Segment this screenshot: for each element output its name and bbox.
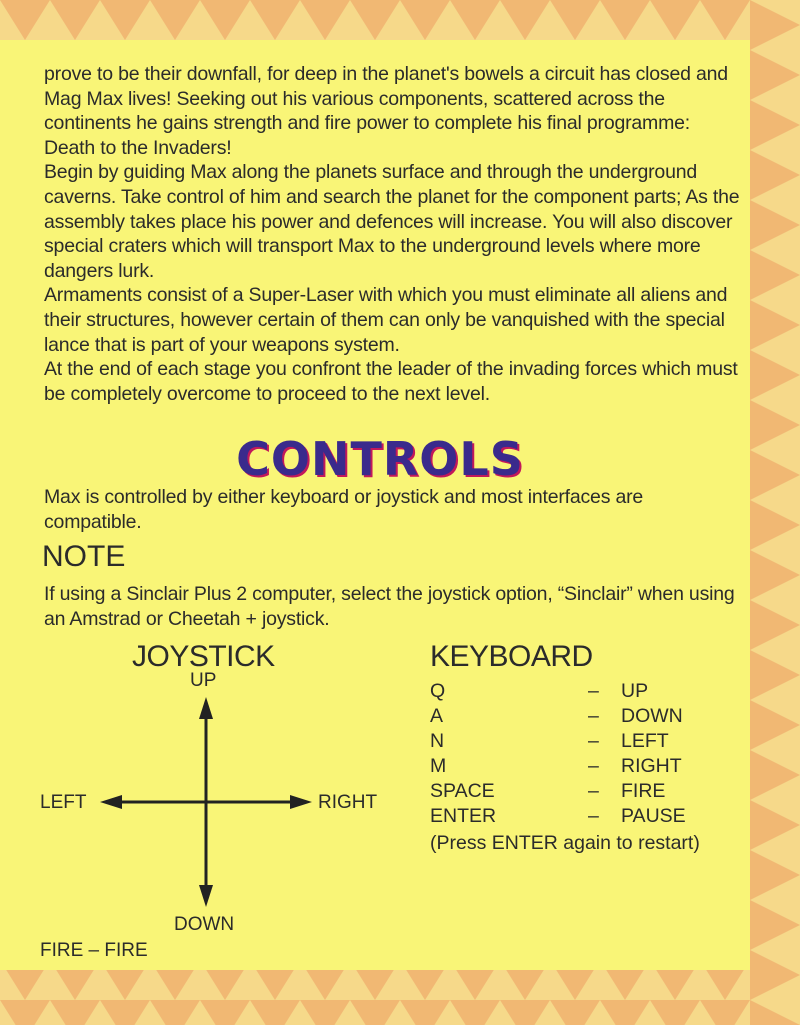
story-paragraph-4: At the end of each stage you confront the leader of the invading forces which must be completely overcome to proceed to the next level. xyxy=(44,358,738,405)
joystick-left-label: LEFT xyxy=(40,792,87,813)
controls-text: Max is controlled by either keyboard or joystick and most interfaces are compatible. xyxy=(44,486,644,533)
key-action: RIGHT xyxy=(621,755,682,777)
note-text: If using a Sinclair Plus 2 computer, select the joystick option, “Sinclair” when using an Amstrad or Cheetah + joystick. xyxy=(44,583,735,630)
keyboard-row xyxy=(430,780,760,805)
key-name: Q xyxy=(430,680,446,702)
key-action: LEFT xyxy=(621,730,669,752)
joystick-down-label: DOWN xyxy=(174,914,235,935)
keyboard-row xyxy=(430,805,760,830)
arrow-right-icon xyxy=(290,795,312,809)
key-name: SPACE xyxy=(430,780,495,802)
arrow-up-icon xyxy=(199,697,213,719)
story-paragraph-2: Begin by guiding Max along the planets surface and through the underground caverns. Take control of him and search the planet for the component parts; As the assembly takes place his power and defences will increase. You will also discover special craters which will transport Max to the underground levels where more dangers lurk. xyxy=(44,161,740,282)
key-dash: – xyxy=(588,680,599,702)
key-name: ENTER xyxy=(430,805,497,827)
key-dash: – xyxy=(588,705,599,727)
story-paragraph-1: prove to be their downfall, for deep in the planet's bowels a circuit has closed and Mag Max lives! Seeking out his various components, scattered across the continents he gains strength and fire power to complete his final programme: Death to the Invaders! xyxy=(44,63,728,159)
note-heading: NOTE xyxy=(42,540,126,573)
joystick-up-label: UP xyxy=(190,670,217,691)
key-dash: – xyxy=(588,780,599,802)
key-name: A xyxy=(430,705,444,727)
keyboard-restart-note: (Press ENTER again to restart) xyxy=(430,832,700,854)
key-action: PAUSE xyxy=(621,805,686,827)
key-dash: – xyxy=(588,730,599,752)
key-name: M xyxy=(430,755,447,777)
arrow-left-icon xyxy=(100,795,122,809)
fire-label: FIRE – FIRE xyxy=(40,940,148,961)
keyboard-row xyxy=(430,755,760,780)
key-action: FIRE xyxy=(621,780,666,802)
key-action: DOWN xyxy=(621,705,683,727)
keyboard-heading: KEYBOARD xyxy=(430,640,593,673)
joystick-right-label: RIGHT xyxy=(318,792,378,813)
key-dash: – xyxy=(588,805,599,827)
joystick-heading: JOYSTICK xyxy=(132,640,275,673)
keyboard-row xyxy=(430,730,760,755)
key-name: N xyxy=(430,730,445,752)
keyboard-row xyxy=(430,680,760,705)
key-action: UP xyxy=(621,680,649,702)
arrow-down-icon xyxy=(199,885,213,907)
keyboard-controls-list xyxy=(430,680,760,830)
story-paragraph-3: Armaments consist of a Super-Laser with which you must eliminate all aliens and their structures, however certain of them can only be vanquished with the special lance that is part of your weapons system. xyxy=(44,284,728,356)
controls-heading: CONTROLS xyxy=(236,432,524,486)
key-dash: – xyxy=(588,755,599,777)
keyboard-row xyxy=(430,705,760,730)
